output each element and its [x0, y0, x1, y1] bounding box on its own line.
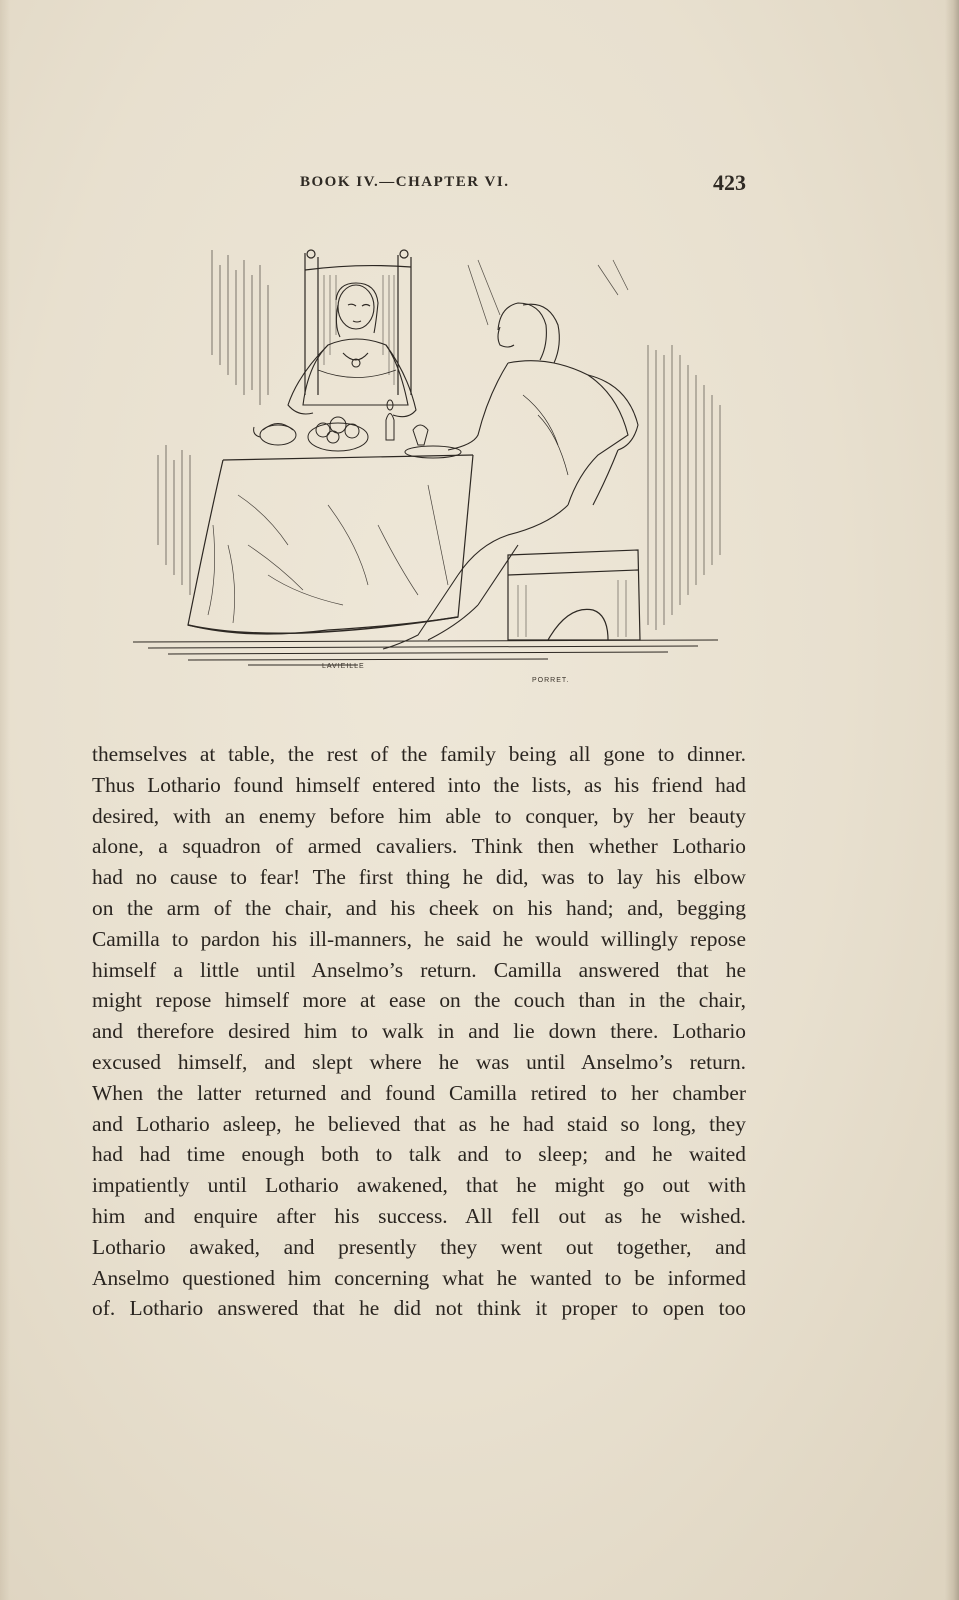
text-line: Lothario awaked, and presently they went out together, and [92, 1234, 746, 1259]
text-line: him and enquire after his success. All fell out as he wished. [92, 1203, 746, 1228]
curtain-hatching-left [158, 250, 268, 595]
page-number: 423 [713, 170, 746, 195]
table-cloth [188, 455, 473, 634]
text-line: and Lothario asleep, he believed that as he had staid so long, they [92, 1111, 746, 1136]
seated-man [383, 303, 638, 649]
text-line: impatiently until Lothario awakened, that he might go out with [92, 1173, 746, 1198]
engraving-svg [128, 245, 748, 690]
text-line: Anselmo questioned him concerning what he wanted to be informed [92, 1265, 746, 1290]
text-line: Thus Lothario found himself entered into the lists, as his friend had [92, 772, 746, 797]
text-line: had no cause to fear! The first thing he did, was to lay his elbow [92, 865, 746, 890]
curtain-hatching-right [468, 260, 720, 630]
floor-lines [133, 640, 718, 665]
text-line: Camilla to pardon his ill-manners, he said he would willingly repose [92, 926, 746, 951]
text-line: of. Lothario answered that he did not think it proper to open too [92, 1296, 746, 1321]
text-line: desired, with an enemy before him able to conquer, by her beauty [92, 803, 746, 828]
stool [508, 550, 640, 640]
table-items [254, 400, 461, 458]
engraving-illustration [128, 245, 748, 690]
engraver-signature-right: PORRET. [532, 677, 570, 684]
seated-woman [288, 283, 416, 417]
text-line: When the latter returned and found Camilla retired to her chamber [92, 1080, 746, 1105]
engraver-signature-left: LAVIEILLE [322, 663, 365, 670]
text-line: on the arm of the chair, and his cheek on his hand; and, begging [92, 895, 746, 920]
text-line: had had time enough both to talk and to sleep; and he waited [92, 1142, 746, 1167]
text-line: himself a little until Anselmo’s return. Camilla answered that he [92, 957, 746, 982]
text-line: and therefore desired him to walk in and lie down there. Lothario [92, 1019, 746, 1044]
chair-back [305, 250, 411, 395]
running-head: BOOK IV.—CHAPTER VI. [300, 174, 510, 190]
text-line: themselves at table, the rest of the family being all gone to dinner. [92, 742, 746, 766]
page-edge-shadow-right [945, 0, 959, 1600]
body-text [92, 739, 746, 1324]
page-edge-shadow-left [0, 0, 10, 1600]
text-line: excused himself, and slept where he was until Anselmo’s return. [92, 1049, 746, 1074]
text-line: alone, a squadron of armed cavaliers. Think then whether Lothario [92, 834, 746, 859]
text-line: might repose himself more at ease on the couch than in the chair, [92, 988, 746, 1013]
